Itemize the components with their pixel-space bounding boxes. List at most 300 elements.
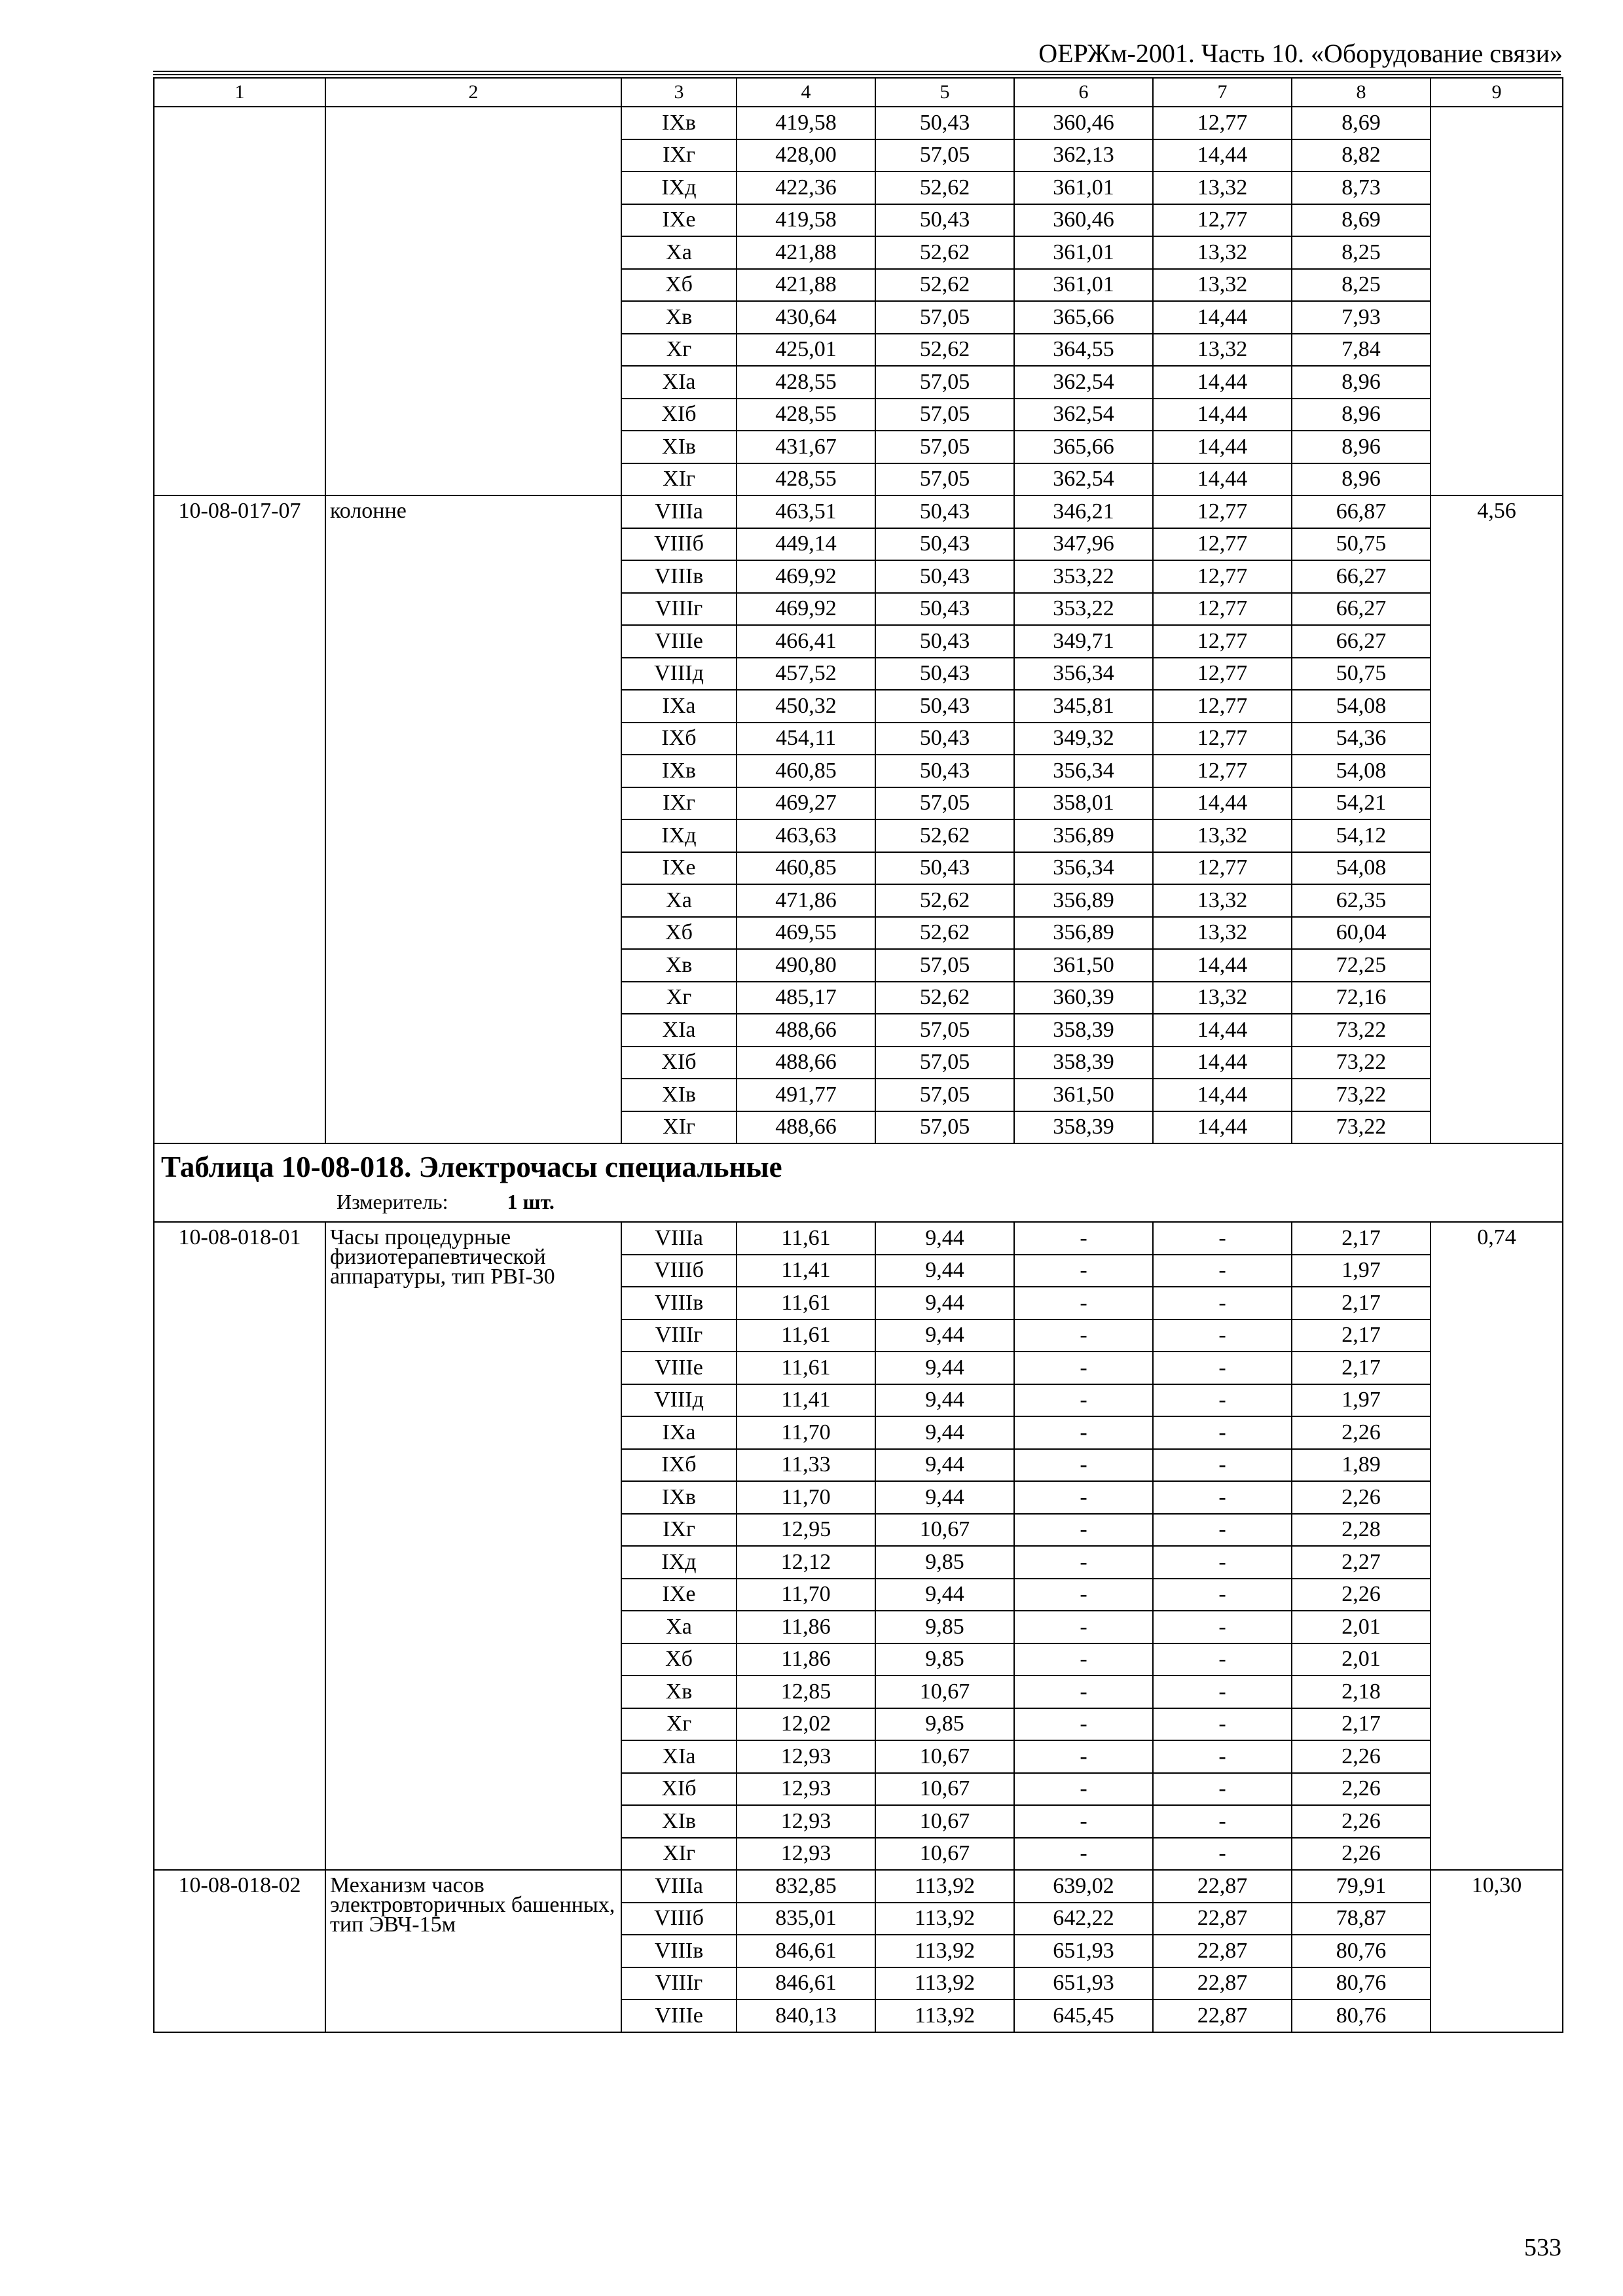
value-cell: 9,85 — [875, 1708, 1014, 1741]
value-cell: - — [1014, 1708, 1153, 1741]
value-cell: 8,96 — [1292, 399, 1431, 431]
value-cell: 79,91 — [1292, 1870, 1431, 1903]
value-cell: 8,96 — [1292, 366, 1431, 399]
value-cell: 13,32 — [1153, 884, 1292, 917]
value-cell: 469,92 — [737, 560, 875, 593]
column-number: 7 — [1153, 78, 1292, 107]
zone-cell: IXа — [621, 1416, 737, 1449]
value-cell: 12,93 — [737, 1805, 875, 1838]
value-cell: 57,05 — [875, 1111, 1014, 1144]
value-cell: 12,77 — [1153, 625, 1292, 658]
zone-cell: VIIIе — [621, 625, 737, 658]
value-cell: - — [1153, 1384, 1292, 1417]
value-cell: 13,32 — [1153, 982, 1292, 1014]
col9-value: 10,30 — [1431, 1870, 1563, 2032]
value-cell: 8,25 — [1292, 236, 1431, 269]
zone-cell: VIIIв — [621, 560, 737, 593]
value-cell: 2,26 — [1292, 1416, 1431, 1449]
value-cell: 356,34 — [1014, 852, 1153, 885]
value-cell: 11,41 — [737, 1384, 875, 1417]
zone-cell: IXв — [621, 755, 737, 787]
value-cell: 22,87 — [1153, 2000, 1292, 2032]
value-cell: 460,85 — [737, 852, 875, 885]
value-cell: 57,05 — [875, 366, 1014, 399]
value-cell: 57,05 — [875, 1047, 1014, 1079]
value-cell: 14,44 — [1153, 301, 1292, 334]
zone-cell: IXа — [621, 690, 737, 723]
zone-cell: Xб — [621, 1643, 737, 1676]
value-cell: - — [1014, 1546, 1153, 1579]
value-cell: 10,67 — [875, 1740, 1014, 1773]
value-cell: 8,82 — [1292, 139, 1431, 172]
value-cell: 14,44 — [1153, 787, 1292, 820]
value-cell: 1,89 — [1292, 1449, 1431, 1482]
value-cell: 9,85 — [875, 1546, 1014, 1579]
value-cell: 840,13 — [737, 2000, 875, 2032]
zone-cell: VIIIв — [621, 1287, 737, 1319]
value-cell: 14,44 — [1153, 463, 1292, 496]
value-cell: 12,12 — [737, 1546, 875, 1579]
value-cell: 346,21 — [1014, 495, 1153, 528]
value-cell: 1,97 — [1292, 1255, 1431, 1287]
value-cell: 2,17 — [1292, 1352, 1431, 1384]
value-cell: 345,81 — [1014, 690, 1153, 723]
value-cell: 9,44 — [875, 1449, 1014, 1482]
value-cell: 50,43 — [875, 560, 1014, 593]
value-cell: 54,08 — [1292, 852, 1431, 885]
value-cell: 463,51 — [737, 495, 875, 528]
zone-cell: VIIIг — [621, 1967, 737, 2000]
column-number: 4 — [737, 78, 875, 107]
zone-cell: IXе — [621, 204, 737, 237]
table-row — [154, 107, 1563, 139]
value-cell: 10,67 — [875, 1838, 1014, 1871]
value-cell: - — [1014, 1838, 1153, 1871]
value-cell: 9,85 — [875, 1643, 1014, 1676]
value-cell: 11,86 — [737, 1643, 875, 1676]
value-cell: 9,44 — [875, 1319, 1014, 1352]
value-cell: 431,67 — [737, 431, 875, 463]
zone-cell: IXб — [621, 723, 737, 755]
value-cell: 80,76 — [1292, 1967, 1431, 2000]
value-cell: - — [1153, 1773, 1292, 1806]
table-title-cell — [154, 1143, 1563, 1222]
value-cell: 419,58 — [737, 204, 875, 237]
value-cell: 57,05 — [875, 1014, 1014, 1047]
value-cell: 12,77 — [1153, 560, 1292, 593]
value-cell: 113,92 — [875, 2000, 1014, 2032]
zone-cell: VIIIе — [621, 1352, 737, 1384]
value-cell: 2,26 — [1292, 1579, 1431, 1611]
value-cell: - — [1014, 1222, 1153, 1255]
zone-cell: Xб — [621, 917, 737, 950]
value-cell: 50,75 — [1292, 528, 1431, 561]
value-cell: 54,08 — [1292, 755, 1431, 787]
value-cell: 57,05 — [875, 1079, 1014, 1111]
value-cell: 642,22 — [1014, 1903, 1153, 1935]
value-cell: 14,44 — [1153, 1047, 1292, 1079]
value-cell: 54,36 — [1292, 723, 1431, 755]
value-cell: 11,61 — [737, 1352, 875, 1384]
value-cell: 13,32 — [1153, 819, 1292, 852]
value-cell: - — [1153, 1546, 1292, 1579]
value-cell: 73,22 — [1292, 1047, 1431, 1079]
value-cell: 2,17 — [1292, 1287, 1431, 1319]
zone-cell: XIв — [621, 431, 737, 463]
zone-cell: XIг — [621, 1838, 737, 1871]
value-cell: 80,76 — [1292, 1935, 1431, 1967]
value-cell: 645,45 — [1014, 2000, 1153, 2032]
header-rule — [153, 71, 1561, 75]
value-cell: 80,76 — [1292, 2000, 1431, 2032]
value-cell: 22,87 — [1153, 1935, 1292, 1967]
value-cell: 113,92 — [875, 1903, 1014, 1935]
value-cell: 50,43 — [875, 658, 1014, 691]
value-cell: 11,70 — [737, 1416, 875, 1449]
value-cell: 72,25 — [1292, 949, 1431, 982]
value-cell: 358,39 — [1014, 1047, 1153, 1079]
column-number: 3 — [621, 78, 737, 107]
value-cell: 66,27 — [1292, 625, 1431, 658]
zone-cell: Xв — [621, 949, 737, 982]
value-cell: 50,43 — [875, 107, 1014, 139]
value-cell: - — [1014, 1384, 1153, 1417]
zone-cell: IXд — [621, 171, 737, 204]
zone-cell: Xг — [621, 982, 737, 1014]
value-cell: 12,93 — [737, 1740, 875, 1773]
value-cell: 11,70 — [737, 1579, 875, 1611]
value-cell: 52,62 — [875, 917, 1014, 950]
value-cell: 10,67 — [875, 1676, 1014, 1708]
value-cell: 832,85 — [737, 1870, 875, 1903]
value-cell: 2,17 — [1292, 1222, 1431, 1255]
zone-cell: Xг — [621, 334, 737, 367]
column-number: 6 — [1014, 78, 1153, 107]
page-number: 533 — [1524, 2234, 1561, 2261]
zone-cell: XIа — [621, 1740, 737, 1773]
value-cell: 12,02 — [737, 1708, 875, 1741]
value-cell: 11,70 — [737, 1481, 875, 1514]
value-cell: - — [1153, 1255, 1292, 1287]
value-cell: 2,26 — [1292, 1773, 1431, 1806]
value-cell: 353,22 — [1014, 560, 1153, 593]
zone-cell: IXв — [621, 1481, 737, 1514]
value-cell: - — [1153, 1676, 1292, 1708]
value-cell: 9,44 — [875, 1579, 1014, 1611]
value-cell: 360,39 — [1014, 982, 1153, 1014]
value-cell: 8,69 — [1292, 107, 1431, 139]
value-cell: 113,92 — [875, 1870, 1014, 1903]
value-cell: 11,61 — [737, 1287, 875, 1319]
value-cell: - — [1014, 1416, 1153, 1449]
value-cell: 846,61 — [737, 1935, 875, 1967]
value-cell: - — [1014, 1676, 1153, 1708]
zone-cell: IXд — [621, 819, 737, 852]
rate-code: 10-08-018-02 — [154, 1870, 325, 2032]
value-cell: 57,05 — [875, 301, 1014, 334]
value-cell: - — [1153, 1611, 1292, 1643]
value-cell: 2,17 — [1292, 1708, 1431, 1741]
value-cell: 14,44 — [1153, 1014, 1292, 1047]
value-cell: 52,62 — [875, 236, 1014, 269]
value-cell: 14,44 — [1153, 139, 1292, 172]
value-cell: 52,62 — [875, 884, 1014, 917]
value-cell: 12,77 — [1153, 204, 1292, 237]
value-cell: 419,58 — [737, 107, 875, 139]
value-cell: 2,01 — [1292, 1611, 1431, 1643]
value-cell: 9,44 — [875, 1352, 1014, 1384]
zone-cell: VIIIа — [621, 1870, 737, 1903]
zone-cell: VIIIе — [621, 2000, 737, 2032]
value-cell: 50,75 — [1292, 658, 1431, 691]
value-cell: 57,05 — [875, 431, 1014, 463]
value-cell: - — [1153, 1287, 1292, 1319]
empty-col9-cell — [1431, 107, 1563, 495]
value-cell: 52,62 — [875, 334, 1014, 367]
zone-cell: XIа — [621, 1014, 737, 1047]
value-cell: 361,01 — [1014, 269, 1153, 302]
value-cell: 8,96 — [1292, 463, 1431, 496]
value-cell: 13,32 — [1153, 236, 1292, 269]
zone-cell: XIг — [621, 1111, 737, 1144]
measure-value: 1 шт. — [507, 1190, 555, 1213]
value-cell: 466,41 — [737, 625, 875, 658]
value-cell: 428,00 — [737, 139, 875, 172]
zone-cell: Xг — [621, 1708, 737, 1741]
zone-cell: Xа — [621, 236, 737, 269]
value-cell: 361,50 — [1014, 1079, 1153, 1111]
value-cell: 12,85 — [737, 1676, 875, 1708]
value-cell: 11,33 — [737, 1449, 875, 1482]
value-cell: 113,92 — [875, 1935, 1014, 1967]
value-cell: 356,89 — [1014, 884, 1153, 917]
value-cell: 347,96 — [1014, 528, 1153, 561]
value-cell: 11,86 — [737, 1611, 875, 1643]
value-cell: 362,13 — [1014, 139, 1153, 172]
value-cell: 358,39 — [1014, 1014, 1153, 1047]
value-cell: - — [1014, 1319, 1153, 1352]
value-cell: - — [1014, 1287, 1153, 1319]
value-cell: - — [1153, 1838, 1292, 1871]
zone-cell: VIIIд — [621, 1384, 737, 1417]
value-cell: 66,27 — [1292, 593, 1431, 626]
value-cell: 469,55 — [737, 917, 875, 950]
value-cell: 12,77 — [1153, 658, 1292, 691]
zone-cell: Xб — [621, 269, 737, 302]
column-number: 1 — [154, 78, 325, 107]
value-cell: 13,32 — [1153, 269, 1292, 302]
value-cell: 485,17 — [737, 982, 875, 1014]
rate-code: 10-08-017-07 — [154, 495, 325, 1143]
value-cell: 13,32 — [1153, 334, 1292, 367]
value-cell: 421,88 — [737, 269, 875, 302]
rate-name: Механизм часов электровторичных башенных, тип ЭВЧ-15м — [325, 1870, 621, 2032]
value-cell: 57,05 — [875, 463, 1014, 496]
zone-cell: VIIIд — [621, 658, 737, 691]
zone-cell: Xв — [621, 1676, 737, 1708]
value-cell: 10,67 — [875, 1773, 1014, 1806]
value-cell: 54,21 — [1292, 787, 1431, 820]
column-number: 9 — [1431, 78, 1563, 107]
value-cell: 488,66 — [737, 1047, 875, 1079]
value-cell: - — [1153, 1579, 1292, 1611]
value-cell: - — [1153, 1481, 1292, 1514]
zone-cell: IXг — [621, 1514, 737, 1547]
column-number: 5 — [875, 78, 1014, 107]
zone-cell: VIIIг — [621, 593, 737, 626]
value-cell: 72,16 — [1292, 982, 1431, 1014]
measure-label: Измеритель: — [337, 1190, 448, 1213]
value-cell: 9,44 — [875, 1287, 1014, 1319]
value-cell: 10,67 — [875, 1805, 1014, 1838]
value-cell: 14,44 — [1153, 366, 1292, 399]
value-cell: - — [1014, 1255, 1153, 1287]
value-cell: 362,54 — [1014, 399, 1153, 431]
value-cell: 14,44 — [1153, 1111, 1292, 1144]
value-cell: 8,73 — [1292, 171, 1431, 204]
rate-code: 10-08-018-01 — [154, 1222, 325, 1870]
zone-cell: IXг — [621, 139, 737, 172]
value-cell: 353,22 — [1014, 593, 1153, 626]
value-cell: 471,86 — [737, 884, 875, 917]
value-cell: 60,04 — [1292, 917, 1431, 950]
zone-cell: Xа — [621, 1611, 737, 1643]
value-cell: 13,32 — [1153, 917, 1292, 950]
value-cell: 78,87 — [1292, 1903, 1431, 1935]
value-cell: 349,32 — [1014, 723, 1153, 755]
value-cell: 13,32 — [1153, 171, 1292, 204]
value-cell: 11,61 — [737, 1222, 875, 1255]
value-cell: 469,27 — [737, 787, 875, 820]
value-cell: 10,67 — [875, 1514, 1014, 1547]
value-cell: 12,77 — [1153, 755, 1292, 787]
value-cell: 428,55 — [737, 366, 875, 399]
value-cell: - — [1014, 1773, 1153, 1806]
value-cell: - — [1153, 1740, 1292, 1773]
value-cell: 488,66 — [737, 1014, 875, 1047]
value-cell: 12,77 — [1153, 852, 1292, 885]
value-cell: 22,87 — [1153, 1967, 1292, 2000]
value-cell: 50,43 — [875, 723, 1014, 755]
value-cell: 52,62 — [875, 171, 1014, 204]
value-cell: 450,32 — [737, 690, 875, 723]
value-cell: 2,28 — [1292, 1514, 1431, 1547]
value-cell: 488,66 — [737, 1111, 875, 1144]
zone-cell: XIа — [621, 366, 737, 399]
rate-name: Часы процедурные физиотерапевтической аппаратуры, тип PBI-30 — [325, 1222, 621, 1870]
value-cell: 491,77 — [737, 1079, 875, 1111]
value-cell: 12,93 — [737, 1773, 875, 1806]
value-cell: 361,01 — [1014, 171, 1153, 204]
empty-code-cell — [154, 107, 325, 495]
value-cell: - — [1014, 1514, 1153, 1547]
value-cell: - — [1153, 1514, 1292, 1547]
value-cell: 835,01 — [737, 1903, 875, 1935]
value-cell: 50,43 — [875, 528, 1014, 561]
value-cell: 9,44 — [875, 1222, 1014, 1255]
value-cell: 639,02 — [1014, 1870, 1153, 1903]
value-cell: 66,27 — [1292, 560, 1431, 593]
value-cell: 57,05 — [875, 949, 1014, 982]
zone-cell: XIв — [621, 1805, 737, 1838]
measure-line — [337, 1189, 1556, 1215]
value-cell: 1,97 — [1292, 1384, 1431, 1417]
value-cell: - — [1153, 1352, 1292, 1384]
value-cell: 14,44 — [1153, 1079, 1292, 1111]
value-cell: 2,17 — [1292, 1319, 1431, 1352]
value-cell: - — [1153, 1708, 1292, 1741]
value-cell: 349,71 — [1014, 625, 1153, 658]
value-cell: 428,55 — [737, 463, 875, 496]
value-cell: - — [1153, 1805, 1292, 1838]
value-cell: 50,43 — [875, 593, 1014, 626]
value-cell: 50,43 — [875, 495, 1014, 528]
value-cell: 460,85 — [737, 755, 875, 787]
col9-value: 4,56 — [1431, 495, 1563, 1143]
value-cell: 428,55 — [737, 399, 875, 431]
table-title: Таблица 10-08-018. Электрочасы специальные — [161, 1151, 782, 1183]
value-cell: 14,44 — [1153, 949, 1292, 982]
value-cell: 449,14 — [737, 528, 875, 561]
value-cell: 14,44 — [1153, 431, 1292, 463]
column-number-row — [154, 78, 1563, 107]
value-cell: 50,43 — [875, 852, 1014, 885]
zone-cell: XIг — [621, 463, 737, 496]
zone-cell: IXд — [621, 1546, 737, 1579]
value-cell: 2,26 — [1292, 1740, 1431, 1773]
value-cell: 360,46 — [1014, 107, 1153, 139]
value-cell: 52,62 — [875, 819, 1014, 852]
zone-cell: IXе — [621, 852, 737, 885]
value-cell: 8,25 — [1292, 269, 1431, 302]
value-cell: 73,22 — [1292, 1014, 1431, 1047]
value-cell: 12,77 — [1153, 528, 1292, 561]
value-cell: 651,93 — [1014, 1967, 1153, 2000]
rate-name: колонне — [325, 495, 621, 1143]
value-cell: 2,26 — [1292, 1481, 1431, 1514]
value-cell: 57,05 — [875, 787, 1014, 820]
value-cell: - — [1014, 1481, 1153, 1514]
zone-cell: VIIIг — [621, 1319, 737, 1352]
value-cell: 463,63 — [737, 819, 875, 852]
value-cell: 2,26 — [1292, 1838, 1431, 1871]
value-cell: - — [1014, 1805, 1153, 1838]
value-cell: 356,89 — [1014, 819, 1153, 852]
table-row — [154, 495, 1563, 528]
value-cell: 454,11 — [737, 723, 875, 755]
value-cell: 73,22 — [1292, 1079, 1431, 1111]
zone-cell: VIIIб — [621, 1903, 737, 1935]
zone-cell: XIв — [621, 1079, 737, 1111]
value-cell: - — [1014, 1352, 1153, 1384]
value-cell: 421,88 — [737, 236, 875, 269]
value-cell: 7,84 — [1292, 334, 1431, 367]
value-cell: 358,01 — [1014, 787, 1153, 820]
value-cell: 846,61 — [737, 1967, 875, 2000]
zone-cell: Xа — [621, 884, 737, 917]
value-cell: - — [1014, 1579, 1153, 1611]
zone-cell: VIIIв — [621, 1935, 737, 1967]
value-cell: - — [1153, 1222, 1292, 1255]
column-number: 2 — [325, 78, 621, 107]
column-number: 8 — [1292, 78, 1431, 107]
empty-name-cell — [325, 107, 621, 495]
value-cell: - — [1014, 1643, 1153, 1676]
value-cell: 358,39 — [1014, 1111, 1153, 1144]
value-cell: 430,64 — [737, 301, 875, 334]
value-cell: 57,05 — [875, 139, 1014, 172]
value-cell: 9,85 — [875, 1611, 1014, 1643]
